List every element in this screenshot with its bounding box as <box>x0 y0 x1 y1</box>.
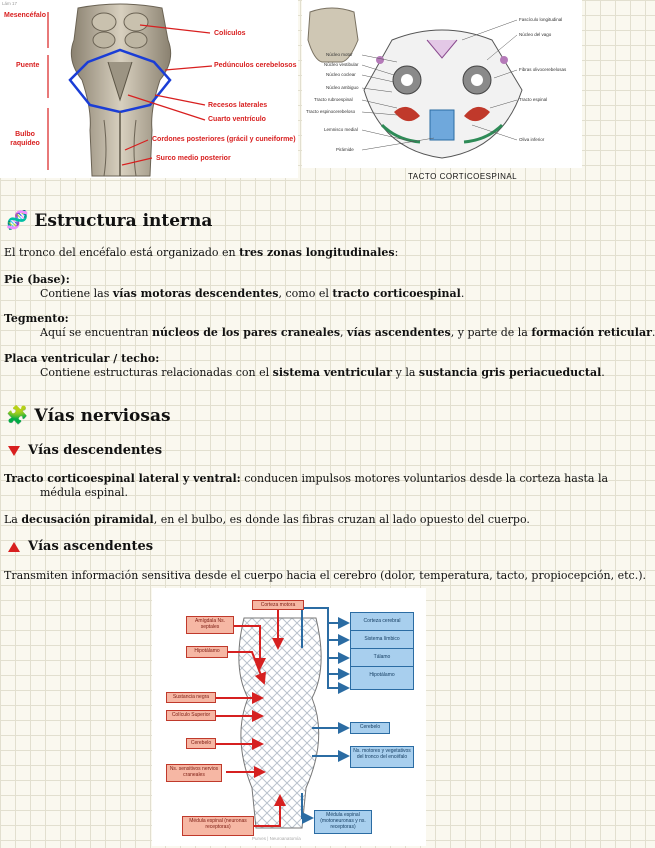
figure-credit: Purves | Neuroanatomía <box>252 836 301 841</box>
text-run: . <box>460 287 465 300</box>
box-cerebelo-out: Cerebelo <box>350 722 390 734</box>
bold-run: Placa ventricular / techo: <box>4 352 160 365</box>
text-run: , <box>340 326 348 339</box>
xsec-label-left-5: Tracto rubroespinal <box>314 97 353 102</box>
brainstem-dorsal-figure <box>0 0 298 178</box>
xsec-label-right-2: Núcleo del vago <box>519 32 552 37</box>
box-corteza-motora: Corteza motora <box>252 600 304 610</box>
text-run: y la <box>392 366 419 379</box>
bold-run: sustancia gris periacueductal <box>418 366 602 379</box>
box-medula-in: Médula espinal (neuronas receptoras) <box>182 816 254 836</box>
bold-run: Tegmento: <box>4 312 69 325</box>
dna-icon: 🧬 <box>6 210 29 231</box>
text-run: , como el <box>278 287 333 300</box>
subheading-text: Vías descendentes <box>28 443 163 458</box>
medulla-cross-section-figure <box>302 0 582 168</box>
triangle-down-icon <box>8 446 20 456</box>
xsec-label-left-1: Núcleo motor <box>326 52 353 57</box>
box-ns-sensitivos: Ns. sensitivos nervios craneales <box>166 764 222 782</box>
placa-description <box>40 366 605 380</box>
text-run: La <box>4 513 22 526</box>
cross-section-illustration <box>302 0 582 168</box>
label-mesencefalo: Mesencéfalo <box>4 12 47 19</box>
bold-run: Tracto corticoespinal lateral y ventral: <box>4 472 241 485</box>
tracto-paragraph-cont: médula espinal. <box>40 486 129 499</box>
triangle-up-icon <box>8 542 20 552</box>
box-hipotalamo-in: Hipotálamo <box>186 646 228 658</box>
label-bulbo: Bulbo raquídeo <box>10 131 40 147</box>
text-run: , y parte de la <box>450 326 532 339</box>
box-hipotalamo-out: Hipotálamo <box>369 672 395 678</box>
label-cordones: Cordones posteriores (grácil y cuneiforme) <box>152 136 296 143</box>
section-title: Estructura interna <box>34 210 213 231</box>
pie-description <box>40 287 464 301</box>
xsec-label-right-4: Tracto espinal <box>519 97 548 102</box>
text-run: Contiene las <box>40 287 113 300</box>
puzzle-icon: 🧩 <box>6 405 29 426</box>
subheading-descendentes <box>8 443 162 458</box>
text-run: Contiene estructuras relacionadas con el <box>40 366 273 379</box>
label-coliculos: Colículos <box>214 30 246 37</box>
box-corteza-cerebral: Corteza cerebral <box>351 613 413 631</box>
box-medula-out: Médula espinal (motoneuronas y ns. receptoras) <box>314 810 372 834</box>
xsec-label-left-2: Núcleo vestibular <box>324 62 359 67</box>
bold-run: Pie (base): <box>4 273 70 286</box>
bold-run: núcleos de los pares craneales <box>152 326 341 339</box>
xsec-label-left-8: Pirámide <box>336 147 354 152</box>
label-pedunculos: Pedúnculos cerebelosos <box>214 62 297 69</box>
xsec-label-right-5: Oliva inferior <box>519 137 545 142</box>
label-surco: Surco medio posterior <box>156 155 231 162</box>
xsec-label-right-3: Fibras olivocerebelosas <box>519 67 567 72</box>
label-cuarto-ventriculo: Cuarto ventrículo <box>208 116 266 123</box>
brainstem-illustration <box>0 0 298 178</box>
bold-run: formación reticular <box>531 326 652 339</box>
box-outputs-group <box>350 612 414 690</box>
bold-run: tracto corticoespinal <box>332 287 461 300</box>
text-run: conducen impulsos motores voluntarios desde la corteza hasta la <box>240 472 609 485</box>
xsec-label-right-1: Fascículo longitudinal <box>519 17 563 22</box>
box-sustancia-negra: Sustancia negra <box>166 692 216 703</box>
decusacion-paragraph <box>4 513 530 527</box>
box-cerebelo-in: Cerebelo <box>186 738 216 749</box>
xsec-label-left-4: Núcleo ambiguo <box>326 85 359 90</box>
box-amigdala: Amígdala Ns. septales <box>186 616 234 634</box>
text-run: . <box>601 366 605 379</box>
bold-run: tres zonas longitudinales <box>239 246 395 259</box>
bold-run: vías ascendentes <box>347 326 451 339</box>
bold-run: sistema ventricular <box>272 366 393 379</box>
tegmento-description <box>40 326 655 340</box>
tracto-paragraph <box>4 472 608 486</box>
xsec-label-left-3: Núcleo coclear <box>326 72 356 77</box>
pie-title <box>4 273 70 287</box>
intro-paragraph <box>4 246 398 260</box>
bold-run: vías motoras descendentes <box>112 287 279 300</box>
text-run: , en el bulbo, es donde las fibras cruzan al lado opuesto del cuerpo. <box>153 513 530 526</box>
placa-title <box>4 352 159 366</box>
box-talamo: Tálamo <box>351 649 413 667</box>
figure-caption: TACTO CORTICOESPINAL <box>408 172 518 181</box>
subheading-text: Vías ascendentes <box>28 539 154 554</box>
section-title: Vías nerviosas <box>34 405 171 426</box>
section-heading-estructura <box>6 210 212 231</box>
text-run: : <box>394 246 399 259</box>
label-puente: Puente <box>16 62 40 69</box>
subheading-ascendentes <box>8 539 153 554</box>
section-heading-vias <box>6 405 171 426</box>
xsec-label-left-6: Tracto espinocerebeloso <box>306 109 356 114</box>
bold-run: decusación piramidal <box>21 513 154 526</box>
box-coliculo: Colículo Superior <box>166 710 216 721</box>
text-run: Aquí se encuentran <box>40 326 152 339</box>
figure-corner-text: Lám 17 <box>2 1 18 6</box>
text-run: El tronco del encéfalo está organizado en <box>4 246 240 259</box>
reticular-connections-figure <box>152 588 426 846</box>
box-ns-motores: Ns. motores y vegetativos del tronco del encéfalo <box>350 746 414 768</box>
ascendentes-paragraph: Transmiten información sensitiva desde el cuerpo hacia el cerebro (dolor, temperatura, tacto, propiocepción, etc.). <box>4 569 647 582</box>
box-sistema-limbico: Sistema límbico <box>351 631 413 649</box>
xsec-label-left-7: Lemnisco medial <box>324 127 358 132</box>
tegmento-title <box>4 312 69 326</box>
label-recesos: Recesos laterales <box>208 102 268 109</box>
